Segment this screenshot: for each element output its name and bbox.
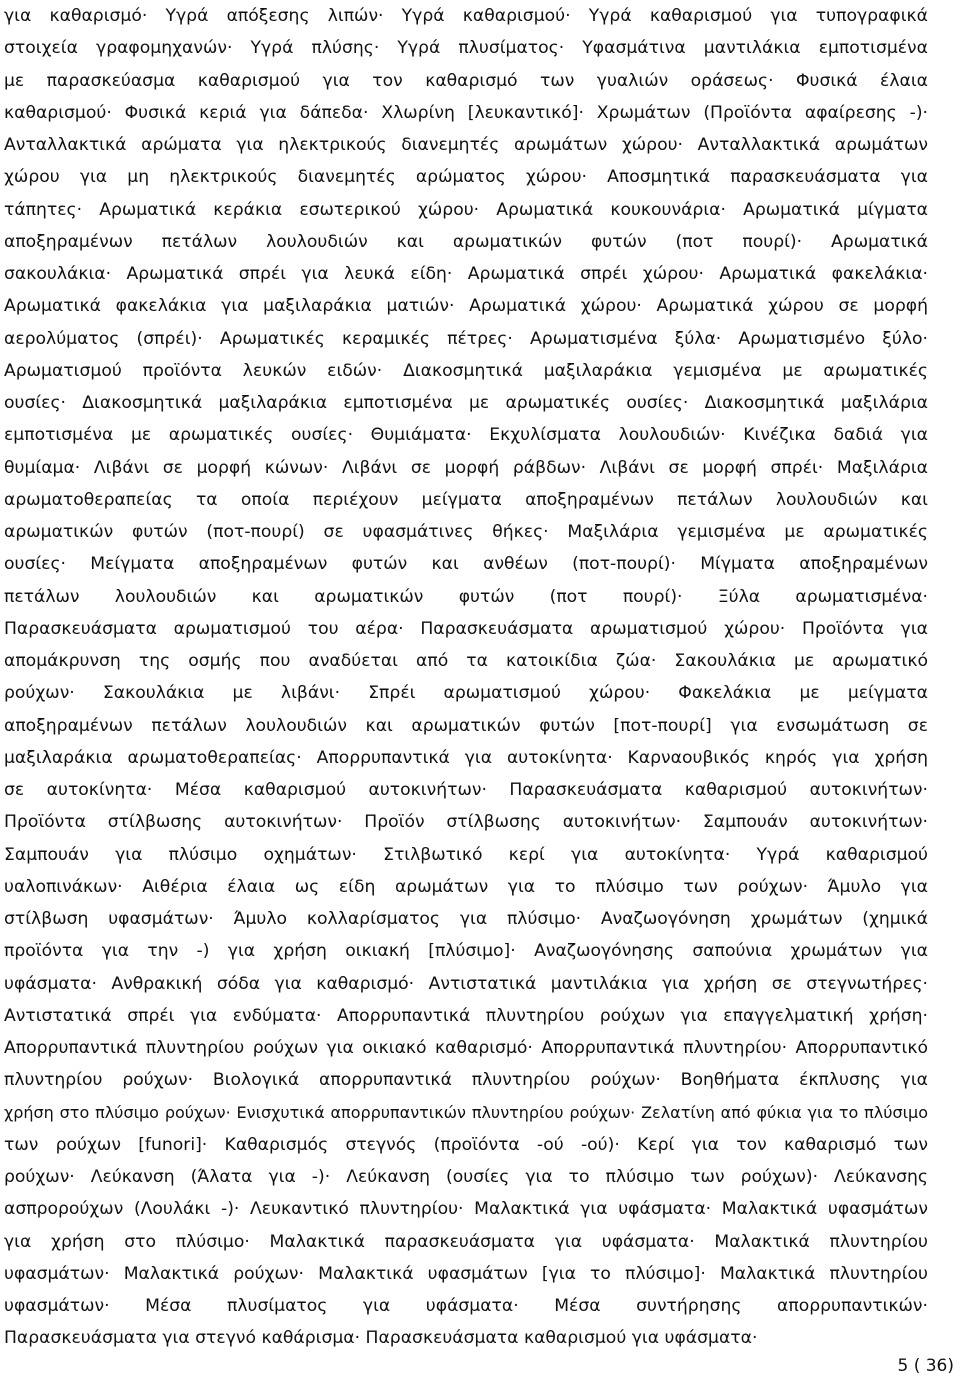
text-line: Προϊόντα στίλβωσης αυτοκινήτων· Προϊόν στίλβωσης αυτοκινήτων· Σαμπουάν αυτοκινήτων· <box>4 812 928 833</box>
text-line: για καθαρισμό· Υγρά απόξεσης λιπών· Υγρά καθαρισμού· Υγρά καθαρισμού για τυπογραφικά <box>4 6 928 26</box>
text-line: αρωματικών φυτών (ποτ-πουρί) σε υφασμάτινες θήκες· Μαξιλάρια γεμισμένα με αρωματικές <box>4 522 928 542</box>
text-line: για χρήση στο πλύσιμο· Μαλακτικά παρασκευάσματα για υφάσματα· Μαλακτικά πλυντηρίου <box>4 1231 928 1252</box>
text-line: σε αυτοκίνητα· Μέσα καθαρισμού αυτοκινήτων· Παρασκευάσματα καθαρισμού αυτοκινήτων· <box>4 780 928 800</box>
text-line: στίλβωση υφασμάτων· Άμυλο κολλαρίσματος για πλύσιμο· Αναζωογόνηση χρωμάτων (χημικά <box>4 909 928 929</box>
text-line: τάπητες· Αρωματικά κεράκια εσωτερικού χώρου· Αρωματικά κουκουνάρια· Αρωματικά μίγματα <box>4 199 928 220</box>
text-line: Απορρυπαντικά πλυντηρίου ρούχων για οικιακό καθαρισμό· Απορρυπαντικά πλυντηρίου· Απορρυπαντικό <box>4 1038 928 1058</box>
text-line: στοιχεία γραφομηχανών· Υγρά πλύσης· Υγρά πλυσίματος· Υφασμάτινα μαντιλάκια εμποτισμένα <box>4 38 928 59</box>
text-line: αερολύματος (σπρέι)· Αρωματικές κεραμικές πέτρες· Αρωματισμένα ξύλα· Αρωματισμένο ξύλο· <box>4 328 928 349</box>
text-line: ουσίες· Μείγματα αποξηραμένων φυτών και ανθέων (ποτ-πουρί)· Μίγματα αποξηραμένων <box>4 554 928 575</box>
text-line: χρήση στο πλύσιμο ρούχων· Ενισχυτικά απορρυπαντικών πλυντηρίου ρούχων· Ζελατίνη από φύκια για το πλύσιμο <box>4 1102 928 1122</box>
text-line: Ανταλλακτικά αρώματα για ηλεκτρικούς διανεμητές αρωμάτων χώρου· Ανταλλακτικά αρωμάτων <box>4 135 928 155</box>
text-line: των ρούχων [funori]· Καθαρισμός στεγνός (προϊόντα -ού -ού)· Κερί για τον καθαρισμό των <box>4 1134 928 1155</box>
text-line: Αρωματικά φακελάκια για μαξιλαράκια ματιών· Αρωματικά χώρου· Αρωματικά χώρου σε μορφή <box>4 296 928 317</box>
text-line: ασπρορούχων (Λουλάκι -)· Λευκαντικό πλυντηρίου· Μαλακτικά για υφάσματα· Μαλακτικά υφασμάτων <box>4 1199 928 1220</box>
page-number: 5 ( 36) <box>897 1356 954 1376</box>
text-line: ρούχων· Σακουλάκια με λιβάνι· Σπρέι αρωματισμού χώρου· Φακελάκια με μείγματα <box>4 683 928 704</box>
text-line: αρωματοθεραπείας τα οποία περιέχουν μείγματα αποξηραμένων πετάλων λουλουδιών και <box>4 489 928 510</box>
text-line: Παρασκευάσματα αρωματισμού του αέρα· Παρασκευάσματα αρωματισμού χώρου· Προϊόντα για <box>4 618 928 639</box>
text-line: μαξιλαράκια αρωματοθεραπείας· Απορρυπαντικά για αυτοκίνητα· Καρναουβικός κηρός για χρήση <box>4 747 928 768</box>
text-line: αποξηραμένων πετάλων λουλουδιών και αρωματικών φυτών (ποτ πουρί)· Αρωματικά <box>4 231 928 252</box>
text-line: σακουλάκια· Αρωματικά σπρέι για λευκά είδη· Αρωματικά σπρέι χώρου· Αρωματικά φακελάκια· <box>4 264 928 284</box>
text-line: πετάλων λουλουδιών και αρωματικών φυτών (ποτ πουρί)· Ξύλα αρωματισμένα· <box>4 586 928 607</box>
text-line: Σαμπουάν για πλύσιμο οχημάτων· Στιλβωτικό κερί για αυτοκίνητα· Υγρά καθαρισμού <box>4 844 928 865</box>
text-line: Αρωματισμού προϊόντα λευκών ειδών· Διακοσμητικά μαξιλαράκια γεμισμένα με αρωματικές <box>4 360 928 381</box>
text-line: θυμίαμα· Λιβάνι σε μορφή κώνων· Λιβάνι σε μορφή ράβδων· Λιβάνι σε μορφή σπρέι· Μαξιλάρια <box>4 457 928 478</box>
text-line: υφάσματα· Ανθρακική σόδα για καθαρισμό· Αντιστατικά μαντιλάκια για χρήση σε στεγνωτήρες· <box>4 973 928 994</box>
text-line: εμποτισμένα με αρωματικές ουσίες· Θυμιάματα· Εκχυλίσματα λουλουδιών· Κινέζικα δαδιά για <box>4 425 928 446</box>
text-line: ουσίες· Διακοσμητικά μαξιλαράκια εμποτισμένα με αρωματικές ουσίες· Διακοσμητικά μαξιλάρια <box>4 393 928 413</box>
text-line: Αντιστατικά σπρέι για ενδύματα· Απορρυπαντικά πλυντηρίου ρούχων για επαγγελματική χρήση· <box>4 1005 928 1026</box>
text-line: αποξηραμένων πετάλων λουλουδιών και αρωματικών φυτών [ποτ-πουρί] για ενσωμάτωση σε <box>4 715 928 736</box>
text-line: υφασμάτων· Μαλακτικά ρούχων· Μαλακτικά υφασμάτων [για το πλύσιμο]· Μαλακτικά πλυντηρίου <box>4 1263 928 1284</box>
text-line: καθαρισμού· Φυσικά κεριά για δάπεδα· Χλωρίνη [λευκαντικό]· Χρωμάτων (Προϊόντα αφαίρεσης -)· <box>4 102 928 123</box>
text-line: υαλοπινάκων· Αιθέρια έλαια ως είδη αρωμάτων για το πλύσιμο των ρούχων· Άμυλο για <box>4 876 928 897</box>
text-line: υφασμάτων· Μέσα πλυσίματος για υφάσματα· Μέσα συντήρησης απορρυπαντικών· <box>4 1296 928 1316</box>
text-line: ρούχων· Λεύκανση (Άλατα για -)· Λεύκανση (ουσίες για το πλύσιμο των ρούχων)· Λεύκανσης <box>4 1167 928 1187</box>
text-line: Παρασκευάσματα για στεγνό καθάρισμα· Παρασκευάσματα καθαρισμού για υφάσματα· <box>4 1328 758 1349</box>
text-line: πλυντηρίου ρούχων· Βιολογικά απορρυπαντικά πλυντηρίου ρούχων· Βοηθήματα έκπλυσης για <box>4 1070 928 1091</box>
text-line: προϊόντα για την -) για χρήση οικιακή [πλύσιμο]· Αναζωογόνησης σαπούνια χρωμάτων για <box>4 941 928 962</box>
text-line: με παρασκεύασμα καθαρισμού για τον καθαρισμό των γυαλιών οράσεως· Φυσικά έλαια <box>4 70 928 91</box>
text-line: χώρου για μη ηλεκτρικούς διανεμητές αρώματος χώρου· Αποσμητικά παρασκευάσματα για <box>4 167 928 188</box>
body-text <box>4 0 928 1355</box>
text-line: απομάκρυνση της οσμής που αναδύεται από τα κατοικίδια ζώα· Σακουλάκια με αρωματικό <box>4 651 928 671</box>
